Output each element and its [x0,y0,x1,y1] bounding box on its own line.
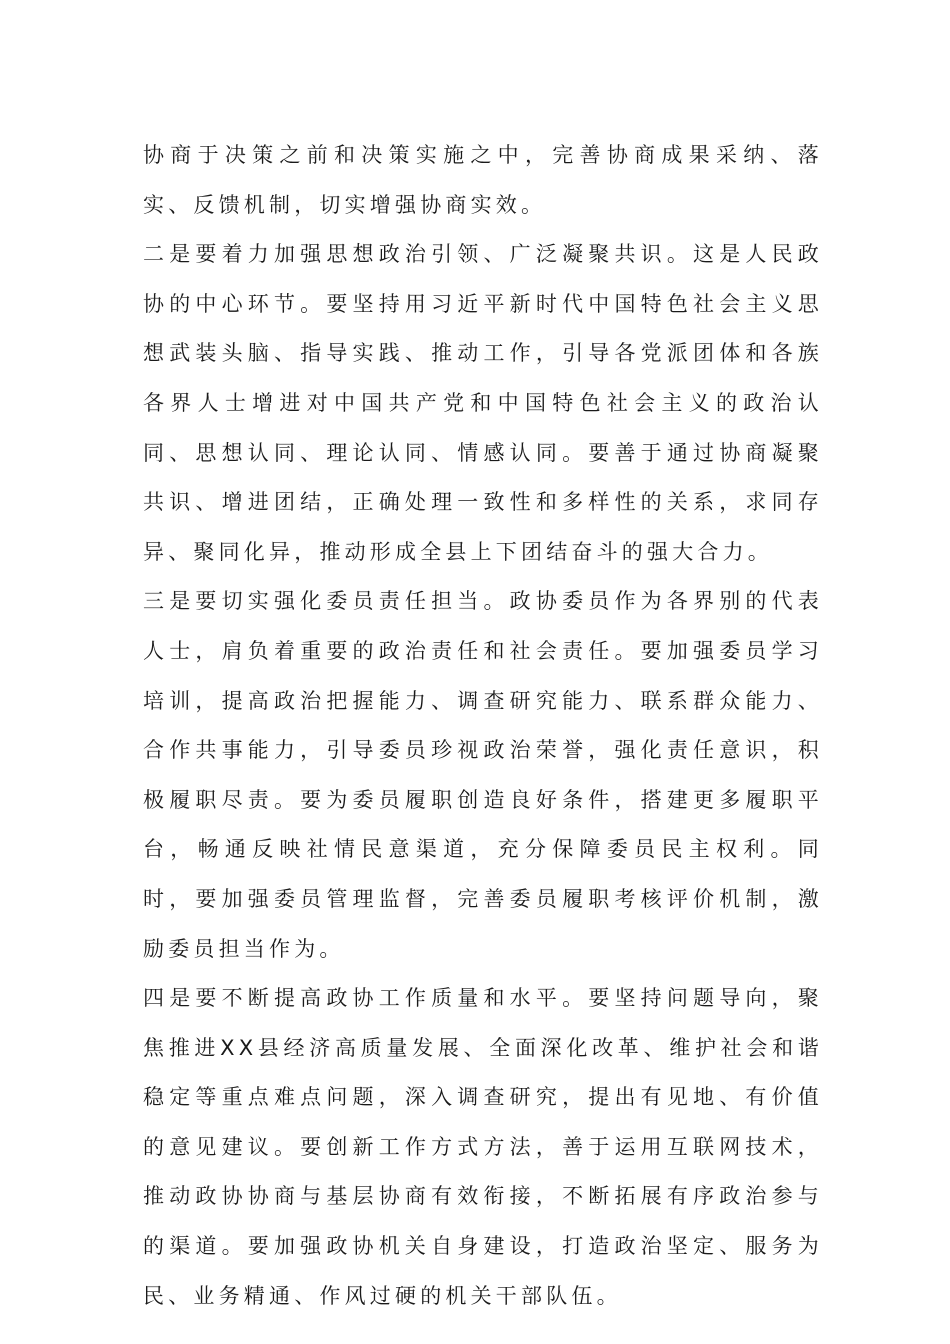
paragraph-member-responsibility: 三是要切实强化委员责任担当。政协委员作为各界别的代表人士，肩负着重要的政治责任和社会责任。要加强委员学习培训，提高政治把握能力、调查研究能力、联系群众能力、合作共事能力，引导委员珍视政治荣誉，强化责任意识，积极履职尽责。要为委员履职创造良好条件，搭建更多履职平台，畅通反映社情民意渠道，充分保障委员民主权利。同时，要加强委员管理监督，完善委员履职考核评价机制，激励委员担当作为。 [143,589,823,961]
paragraph-work-quality: 四是要不断提高政协工作质量和水平。要坚持问题导向，聚焦推进XX县经济高质量发展、全面深化改革、维护社会和谐稳定等重点难点问题，深入调查研究，提出有见地、有价值的意见建议。要创新工作方式方法，善于运用互联网技术，推动政协协商与基层协商有效衔接，不断拓展有序政治参与的渠道。要加强政协机关自身建设，打造政治坚定、服务为民、业务精通、作风过硬的机关干部队伍。 [143,986,823,1308]
paragraph-consultation-mechanism: 协商于决策之前和决策实施之中，完善协商成果采纳、落实、反馈机制，切实增强协商实效。 [143,143,823,217]
paragraph-ideological-guidance: 二是要着力加强思想政治引领、广泛凝聚共识。这是人民政协的中心环节。要坚持用习近平新时代中国特色社会主义思想武装头脑、指导实践、推动工作，引导各党派团体和各族各界人士增进对中国共产党和中国特色社会主义的政治认同、思想认同、理论认同、情感认同。要善于通过协商凝聚共识、增进团结，正确处理一致性和多样性的关系，求同存异、聚同化异，推动形成全县上下团结奋斗的强大合力。 [143,242,823,564]
document-body [143,131,823,1321]
